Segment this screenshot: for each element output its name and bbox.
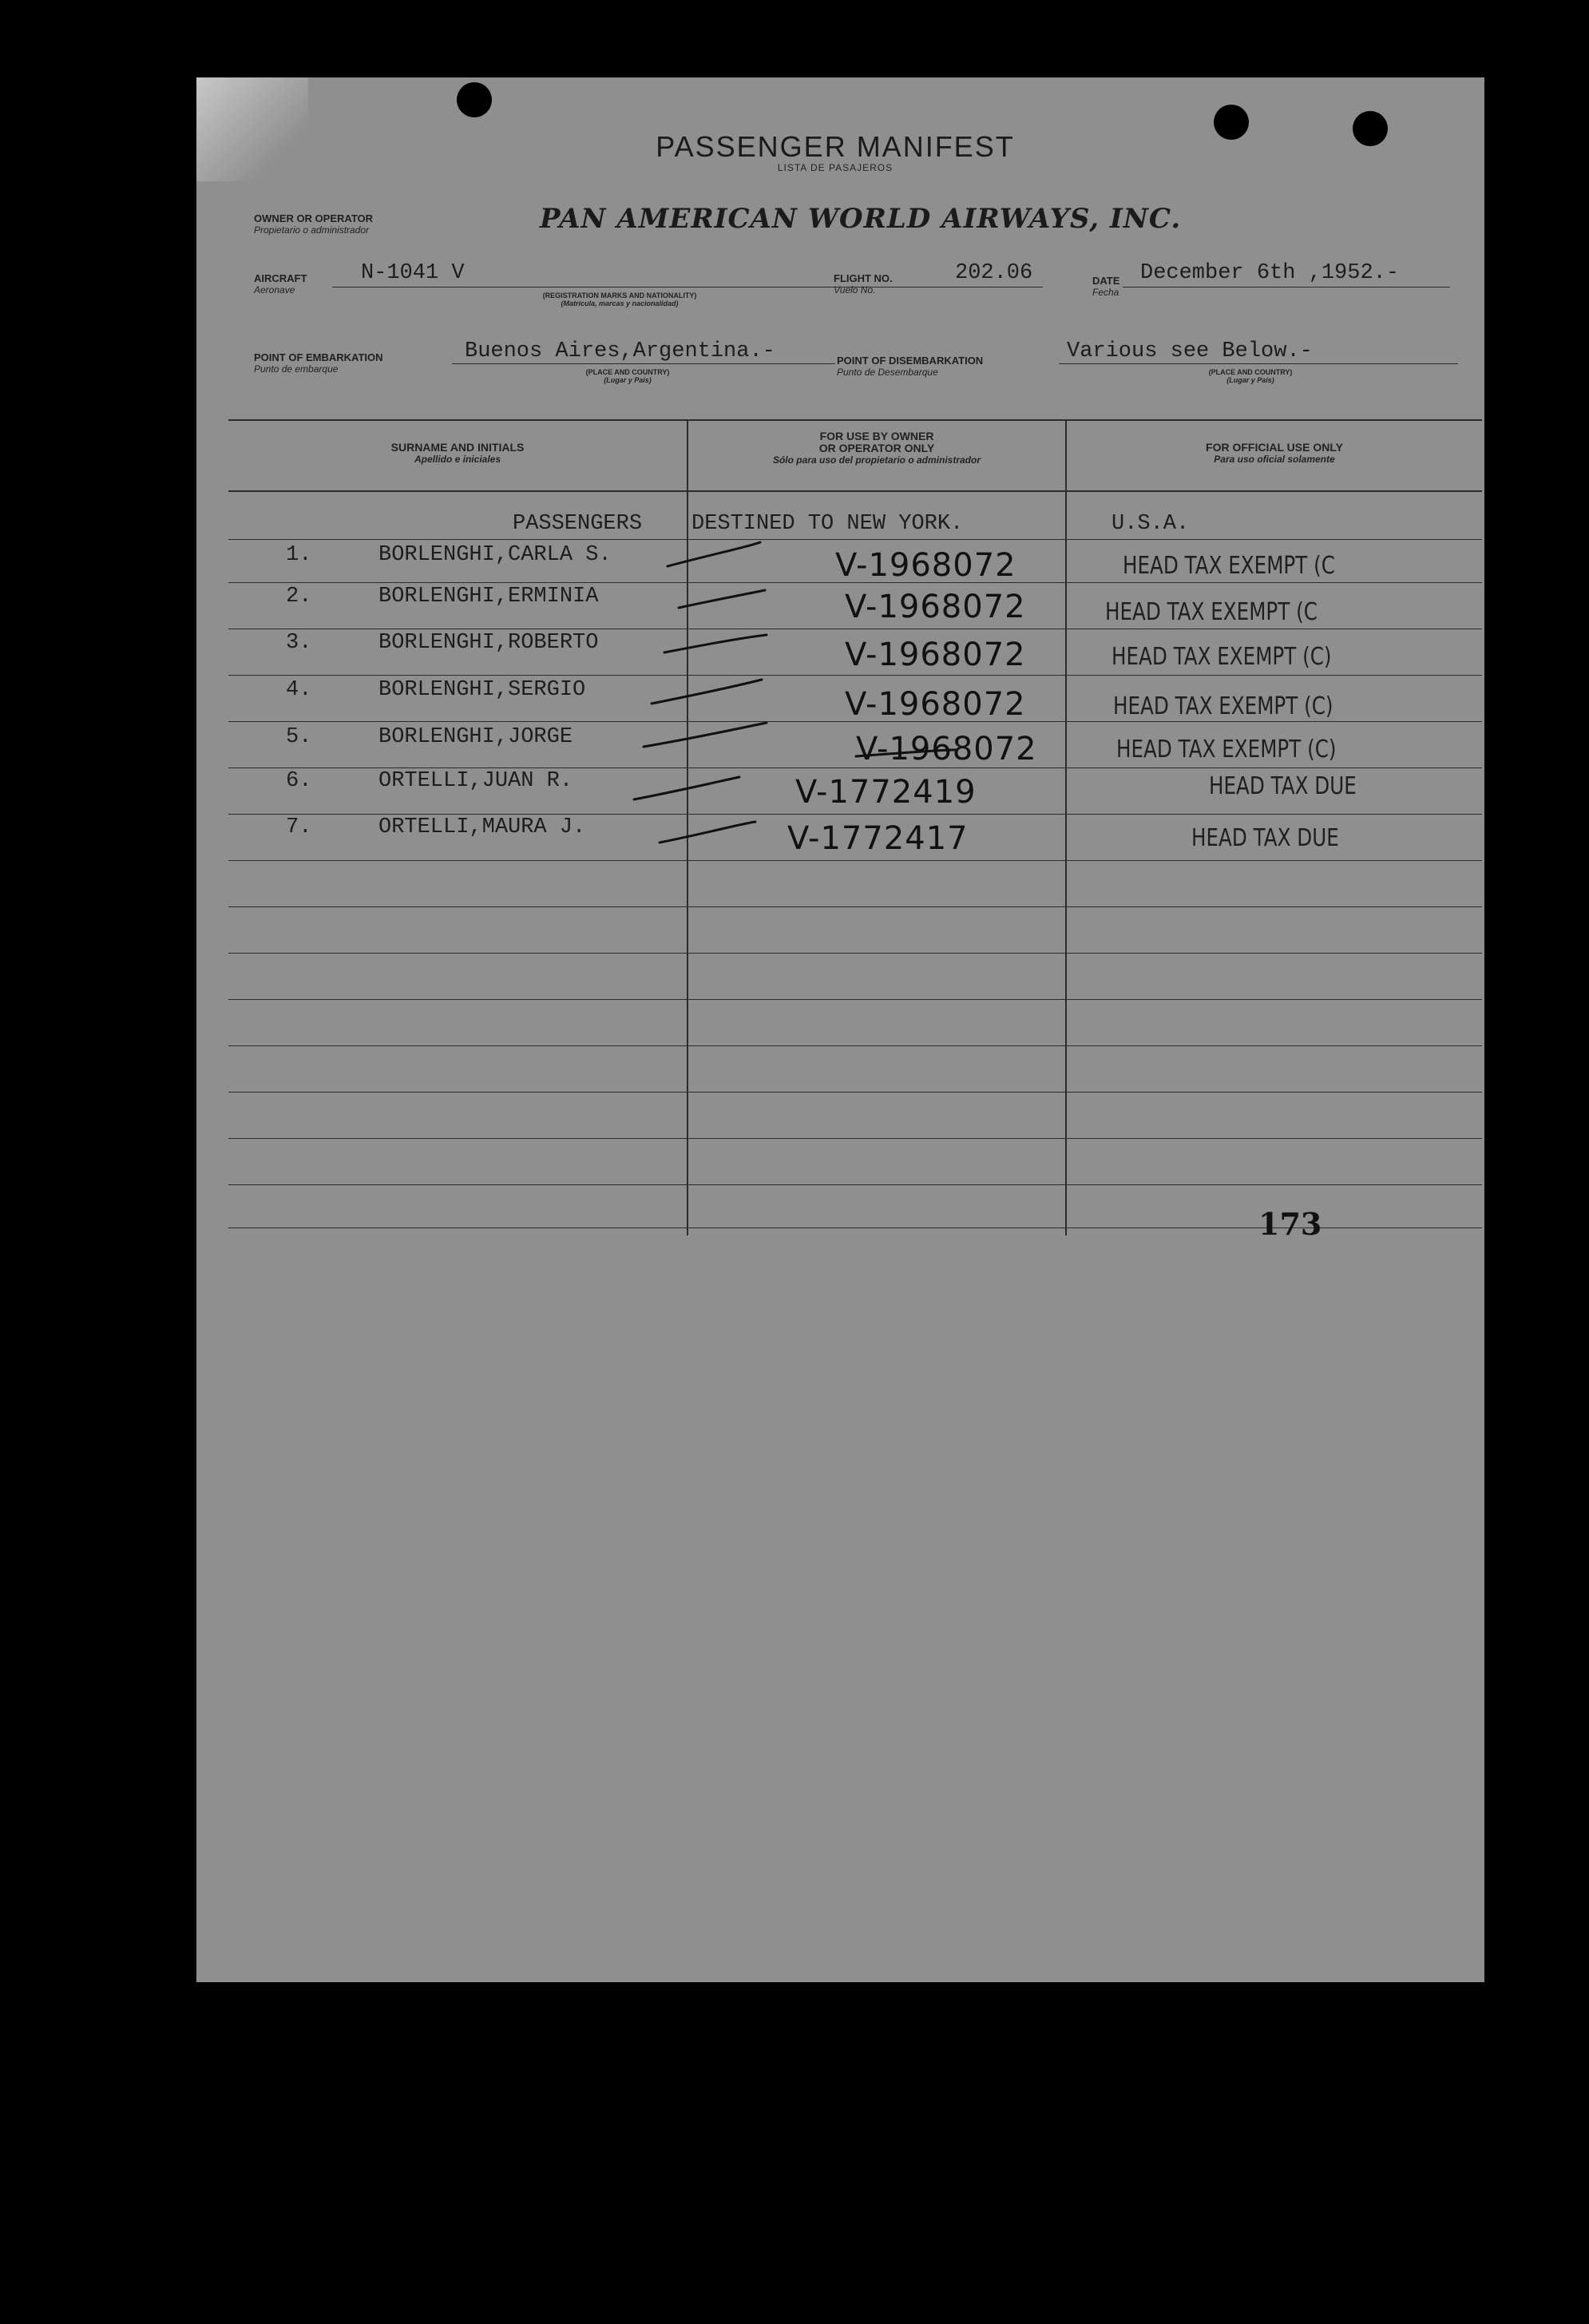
- visa-number: V-1968072: [856, 731, 1037, 767]
- passenger-name: BORLENGHI,CARLA S.: [378, 543, 612, 567]
- page-number: 173: [1258, 1206, 1322, 1242]
- visa-number: V-1968072: [845, 637, 1026, 673]
- flight-value: 202.06: [955, 261, 1033, 285]
- passenger-name: ORTELLI,MAURA J.: [378, 815, 586, 839]
- visa-number: V-1772419: [795, 774, 977, 811]
- row-line: [228, 1045, 1482, 1046]
- official-stamp: HEAD TAX DUE: [1191, 824, 1339, 852]
- registration-label: (REGISTRATION MARKS AND NATIONALITY) (Matrícula, marcas y nacionalidad): [542, 291, 697, 307]
- destination-col3: U.S.A.: [1112, 512, 1190, 536]
- row-line: [228, 1138, 1482, 1139]
- row-number: 3.: [286, 631, 312, 655]
- visa-number: V-1968072: [835, 547, 1016, 584]
- official-stamp: HEAD TAX EXEMPT (C: [1123, 552, 1335, 580]
- document-title: PASSENGER MANIFEST: [656, 130, 1015, 163]
- official-stamp: HEAD TAX EXEMPT (C): [1112, 643, 1332, 671]
- row-number: 5.: [286, 725, 312, 749]
- visa-number: V-1772417: [787, 820, 969, 857]
- flight-label: FLIGHT NO. Vuelo No.: [834, 272, 893, 295]
- date-label: DATE Fecha: [1092, 275, 1120, 298]
- official-stamp: HEAD TAX EXEMPT (C: [1105, 598, 1318, 626]
- disembarkation-label: POINT OF DISEMBARKATION Punto de Desembarque: [837, 355, 984, 378]
- official-stamp: HEAD TAX EXEMPT (C): [1116, 736, 1337, 763]
- visa-number: V-1968072: [845, 686, 1026, 723]
- column-header-surname: SURNAME AND INITIALS Apellido e iniciales: [390, 441, 525, 465]
- passenger-name: ORTELLI,JUAN R.: [378, 769, 573, 793]
- airline-name: PAN AMERICAN WORLD AIRWAYS, INC.: [540, 203, 1182, 235]
- official-stamp: HEAD TAX EXEMPT (C): [1113, 692, 1333, 720]
- passenger-name: BORLENGHI,ROBERTO: [378, 631, 599, 655]
- destination-col2: DESTINED TO NEW YORK.: [691, 512, 964, 536]
- passenger-name: BORLENGHI,JORGE: [378, 725, 573, 749]
- date-value: December 6th ,1952.-: [1140, 261, 1400, 285]
- visa-number: V-1968072: [845, 589, 1026, 625]
- row-line: [228, 1092, 1482, 1093]
- document-subtitle: LISTA DE PASAJEROS: [777, 162, 894, 173]
- aircraft-label: AIRCRAFT Aeronave: [254, 272, 307, 295]
- disembarkation-value: Various see Below.-: [1067, 339, 1313, 363]
- aircraft-value: N-1041 V: [361, 261, 465, 285]
- row-number: 4.: [286, 678, 312, 702]
- handwritten-dash-marks: [196, 77, 1484, 956]
- column-header-owner-use: FOR USE BY OWNER OR OPERATOR ONLY Sólo para uso del propietario o administrador: [772, 430, 981, 466]
- row-number: 2.: [286, 585, 312, 609]
- row-number: 6.: [286, 769, 312, 793]
- row-line: [228, 1184, 1482, 1185]
- embarkation-value: Buenos Aires,Argentina.-: [465, 339, 775, 363]
- row-line: [228, 999, 1482, 1000]
- column-header-official: FOR OFFICIAL USE ONLY Para uso oficial solamente: [1206, 441, 1343, 465]
- manifest-sheet: [196, 77, 1484, 1982]
- row-number: 7.: [286, 815, 312, 839]
- passenger-name: BORLENGHI,SERGIO: [378, 678, 586, 702]
- destination-col1: PASSENGERS: [513, 512, 643, 536]
- embarkation-place-label: (PLACE AND COUNTRY) (Lugar y País): [585, 368, 670, 384]
- row-number: 1.: [286, 543, 312, 567]
- passenger-name: BORLENGHI,ERMINIA: [378, 585, 599, 609]
- owner-label: OWNER OR OPERATOR Propietario o administrador: [254, 212, 374, 236]
- official-stamp: HEAD TAX DUE: [1209, 772, 1357, 800]
- embarkation-label: POINT OF EMBARKATION Punto de embarque: [254, 351, 383, 375]
- disembarkation-place-label: (PLACE AND COUNTRY) (Lugar y País): [1208, 368, 1293, 384]
